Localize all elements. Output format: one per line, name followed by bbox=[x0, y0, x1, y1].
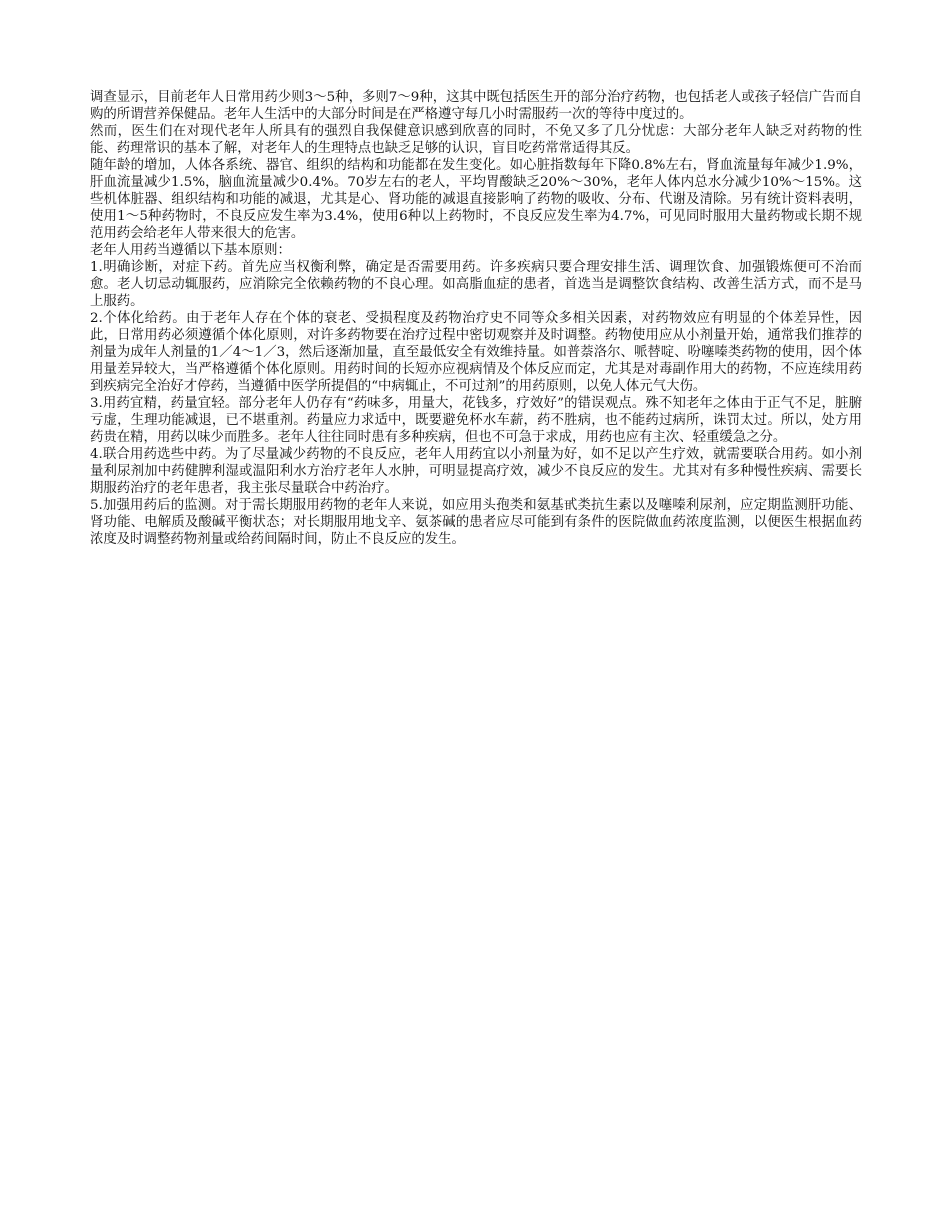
paragraph-principle-2: 2.个体化给药。由于老年人存在个体的衰老、受损程度及药物治疗史不同等众多相关因素，对药物效应有明显的个体差异性，因此，日常用药必须遵循个体化原则，对许多药物要在治疗过程中密切观察并及时调整。药物使用应从小剂量开始，通常我们推荐的剂量为成年人剂量的1／4～1／3，然后逐渐加量，直至最低安全有效维持量。如普萘洛尔、哌替啶、吩噻嗪类药物的使用，因个体用量差异较大，当严格遵循个体化原则。用药时间的长短亦应视病情及个体反应而定，尤其是对毒副作用大的药物，不应连续用药到疾病完全治好才停药，当遵循中医学所提倡的“中病辄止，不可过剂”的用药原则，以免人体元气大伤。 bbox=[90, 311, 862, 394]
paragraph-principles-heading: 老年人用药当遵循以下基本原则： bbox=[90, 243, 291, 258]
paragraph-doctor-concern: 然而，医生们在对现代老年人所具有的强烈自我保健意识感到欣喜的同时，不免又多了几分忧虑：大部分老年人缺乏对药物的性能、药理常识的基本了解，对老年人的生理特点也缺乏足够的认识，盲目吃药常常适得其反。 bbox=[90, 124, 862, 156]
paragraph-medication-survey: 调查显示，目前老年人日常用药少则3～5种，多则7～9种，这其中既包括医生开的部分治疗药物，也包括老人或孩子轻信广告而自购的所谓营养保健品。老年人生活中的大部分时间是在严格遵守每几小时需服药一次的等待中度过的。 bbox=[90, 90, 862, 122]
paragraph-principle-4: 4.联合用药选些中药。为了尽量减少药物的不良反应，老年人用药宜以小剂量为好，如不足以产生疗效，就需要联合用药。如小剂量利尿剂加中药健脾利湿或温阳利水方治疗老年人水肿，可明显提高疗效，减少不良反应的发生。尤其对有多种慢性疾病、需要长期服药治疗的老年患者，我主张尽量联合中药治疗。 bbox=[90, 447, 862, 496]
document-body bbox=[90, 89, 862, 548]
paragraph-aging-physiology: 随年龄的增加，人体各系统、器官、组织的结构和功能都在发生变化。如心脏指数每年下降0.8%左右，肾血流量每年减少1.9%，肝血流量减少1.5%，脑血流量减少0.4%。70岁左右的老人，平均胃酸缺乏20%～30%，老年人体内总水分减少10%～15%。这些机体脏器、组织结构和功能的减退，尤其是心、肾功能的减退直接影响了药物的吸收、分布、代谢及清除。另有统计资料表明，使用1～5种药物时，不良反应发生率为3.4%，使用6种以上药物时，不良反应发生率为4.7%，可见同时服用大量药物或长期不规范用药会给老年人带来很大的危害。 bbox=[90, 158, 862, 241]
paragraph-principle-3: 3.用药宜精，药量宜轻。部分老年人仍存有“药味多，用量大，花钱多，疗效好”的错误观点。殊不知老年之体由于正气不足，脏腑亏虚，生理功能减退，已不堪重剂。药量应力求适中，既要避免杯水车薪，药不胜病，也不能药过病所，诛罚太过。所以，处方用药贵在精，用药以味少而胜多。老年人往往同时患有多种疾病，但也不可急于求成，用药也应有主次、轻重缓急之分。 bbox=[90, 396, 862, 445]
paragraph-principle-5: 5.加强用药后的监测。对于需长期服用药物的老年人来说，如应用头孢类和氨基甙类抗生素以及噻嗪利尿剂，应定期监测肝功能、肾功能、电解质及酸碱平衡状态；对长期服用地戈辛、氨茶碱的患者应尽可能到有条件的医院做血药浓度监测，以便医生根据血药浓度及时调整药物剂量或给药间隔时间，防止不良反应的发生。 bbox=[90, 498, 862, 547]
paragraph-principle-1: 1.明确诊断，对症下药。首先应当权衡利弊，确定是否需要用药。许多疾病只要合理安排生活、调理饮食、加强锻炼便可不治而愈。老人切忌动辄服药，应消除完全依赖药物的不良心理。如高脂血症的患者，首选当是调整饮食结构、改善生活方式，而不是马上服药。 bbox=[90, 260, 862, 309]
